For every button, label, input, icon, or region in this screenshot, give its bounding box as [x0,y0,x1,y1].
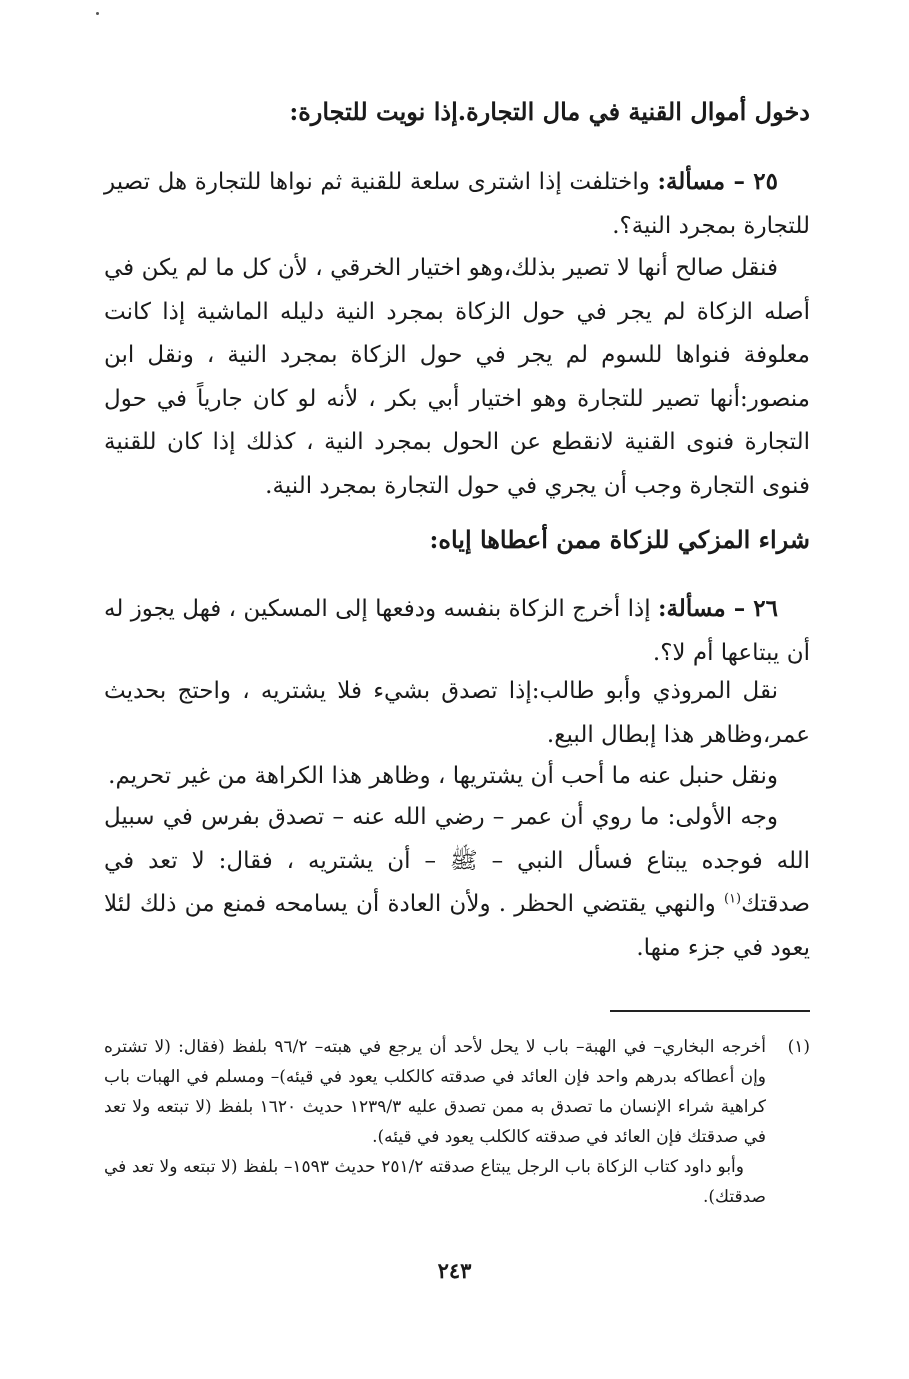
footnote-body [104,1032,766,1212]
issue-26-hanbal-report: ونقل حنبل عنه ما أحب أن يشتريها ، وظاهر هذا الكراهة من غير تحريم. [108,763,778,789]
footnote-text-abu-dawud: وأبو داود كتاب الزكاة باب الرجل يبتاع صدقته ٢٥١/٢ حديث ١٥٩٣– بلفظ (لا تبتعه ولا تعد في صدقتك). [104,1157,766,1207]
footnote-1 [104,1032,810,1212]
footnote-separator [610,1010,810,1012]
issue-25-question [104,160,810,248]
footnotes [104,1032,810,1212]
section-heading-trade-intent: دخول أموال القنية في مال التجارة.إذا نويت للتجارة: [289,97,810,126]
issue-26-evidence [104,796,810,970]
issue-26-marwadhi-report: نقل المروذي وأبو طالب:إذا تصدق بشيء فلا يشتريه ، واحتج بحديث عمر،وظاهر هذا إبطال البيع. [104,678,810,748]
issue-26-evidence-continued: والنهي يقتضي الحظر . ولأن العادة أن يسامحه فمنع من ذلك لئلا يعود في جزء منها. [104,891,810,961]
issue-25-opinions: فنقل صالح أنها لا تصير بذلك،وهو اختيار الخرقي ، لأن كل ما لم يكن في أصله الزكاة لم يجر في حول الزكاة بمجرد النية دليله الماشية إذا كانت معلوفة فنواها للسوم لم يجر في حول الزكاة بمجرد النية ، ونقل ابن منصور:أنها تصير للتجارة وهو اختيار أبي بكر ، لأنه لو كان جارياً في حول التجارة فنوى القنية لانقطع عن الحول بمجرد النية ، كذلك إذا كان للقنية فنوى التجارة وجب أن يجري في حول التجارة بمجرد النية. [104,255,810,499]
footnote-text-bukhari-muslim: أخرجه البخاري– في الهبة– باب لا يحل لأحد أن يرجع في هبته– ٩٦/٢ بلفظ (فقال: (لا تشتره وإن أعطاكه بدرهم واحد فإن العائد في صدقته كالكلب يعود في قيئه)– ومسلم في الهبات باب كراهية شراء الإنسان ما تصدق به ممن تصدق عليه ١٢٣٩/٣ حديث ١٦٢٠ بلفظ (لا تبتعه ولا تعد في صدقتك فإن العائد في صدقته كالكلب يعود في قيئه). [104,1037,767,1147]
scan-speck [96,12,99,15]
issue-26-question [104,587,810,675]
footnote-marker: (١) [787,1037,810,1057]
issue-26-evidence-text: وجه الأولى: ما روي أن عمر – رضي الله عنه – تصدق بفرس في سبيل الله فوجده يبتاع فسأل النبي – ﷺ – أن يشتريه ، فقال: لا تعد في صدقتك [104,804,810,917]
issue-25-question-text: واختلفت إذا اشترى سلعة للقنية ثم نواها للتجارة هل تصير للتجارة بمجرد النية؟. [104,169,810,239]
section-heading-repurchase-zakat: شراء المزكي للزكاة ممن أعطاها إياه: [429,525,810,554]
footnote-reference[interactable]: (١) [723,891,742,907]
page-number: ٢٤٣ [437,1258,472,1283]
issue-25-number: ٢٥ – مسألة: [657,168,778,195]
issue-26-question-text: إذا أخرج الزكاة بنفسه ودفعها إلى المسكين ، فهل يجوز له أن يبتاعها أم لا؟. [104,596,810,666]
issue-26-number: ٢٦ – مسألة: [657,595,778,622]
